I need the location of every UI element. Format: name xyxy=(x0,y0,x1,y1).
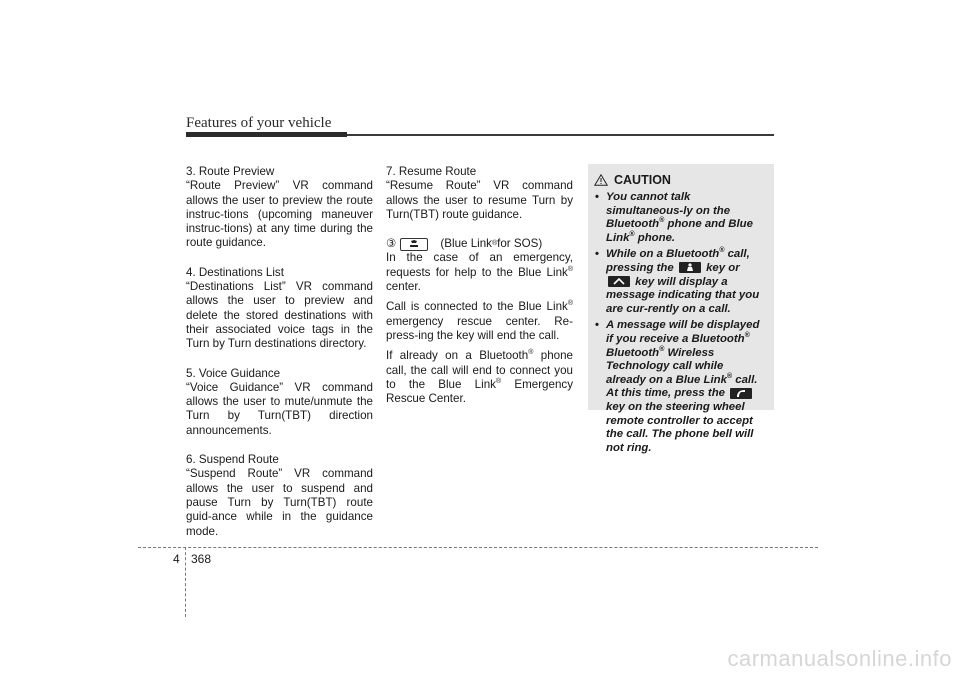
hang-up-key-icon xyxy=(608,276,630,287)
caution-item: • While on a Bluetooth® call, pressing the key or key will display a message indicating that you are cur-rently on a call. xyxy=(588,248,766,316)
section-body: “Suspend Route” VR command allows the user to suspend and pause Turn by Turn(TBT) route guid-ance while in the guidance mode. xyxy=(186,467,373,538)
left-column xyxy=(186,165,373,539)
caution-heading: CAUTION xyxy=(594,173,774,187)
call-text: Call is connected to the Blue Link® emergency rescue center. Re-press-ing the key will end the call. xyxy=(386,300,573,342)
footer-divider xyxy=(185,547,186,617)
sos-number: ③ xyxy=(386,237,397,251)
page-header-title: Features of your vehicle xyxy=(186,115,332,131)
caution-item: • You cannot talk simultaneous-ly on the Bluetooth® phone and Blue Link® phone. xyxy=(588,191,766,245)
section-heading: 7. Resume Route xyxy=(386,165,477,178)
section-heading: 5. Voice Guidance xyxy=(186,366,281,380)
header-rule xyxy=(347,134,774,136)
sos-heading: ③ (Blue Link ® for SOS) xyxy=(386,237,543,251)
emergency-text: In the case of an emergency, requests for help to the Blue Link® center. xyxy=(386,251,573,294)
watermark: carmanualsonline.info xyxy=(727,646,952,671)
section-body: “Voice Guidance” VR command allows the user to mute/unmute the Turn by Turn(TBT) direction announcements. xyxy=(186,380,373,437)
section-heading: 6. Suspend Route xyxy=(186,453,279,467)
phone-voice-key-icon xyxy=(679,262,701,273)
chapter-number: 4 xyxy=(173,552,180,566)
section-body: “Destinations List” VR command allows the user to preview and delete the stored destinations with their associated voice tags in the Turn by Turn destinations directory. xyxy=(186,280,373,351)
caution-box xyxy=(588,164,774,454)
page-number: 368 xyxy=(191,552,212,566)
sos-key-icon xyxy=(400,238,428,251)
right-column xyxy=(386,165,573,406)
phone-answer-key-icon xyxy=(730,388,752,399)
header-bar xyxy=(186,132,347,137)
section-heading: 4. Destinations List xyxy=(186,265,284,279)
caution-item: • A message will be displayed if you receive a Bluetooth® Bluetooth® Wireless Technology call while already on a Blue Link® call. At this time, press the key on the steering wheel remote controller to accept the call. The phone bell will not ring. xyxy=(588,319,766,455)
bluetooth-text: If already on a Bluetooth® phone call, the call will end to connect you to the Blue Link® Emergency Rescue Center. xyxy=(386,349,574,406)
section-body: “Route Preview” VR command allows the user to preview the route instruc-tions (upcoming maneuver instruc-tions) at any time during the route guidance. xyxy=(186,179,373,250)
footer-rule xyxy=(138,547,818,548)
section-heading: 3. Route Preview xyxy=(186,165,275,178)
warning-triangle-icon xyxy=(594,174,608,186)
section-body: “Resume Route” VR command allows the user to resume Turn by Turn(TBT) route guidance. xyxy=(386,179,573,221)
